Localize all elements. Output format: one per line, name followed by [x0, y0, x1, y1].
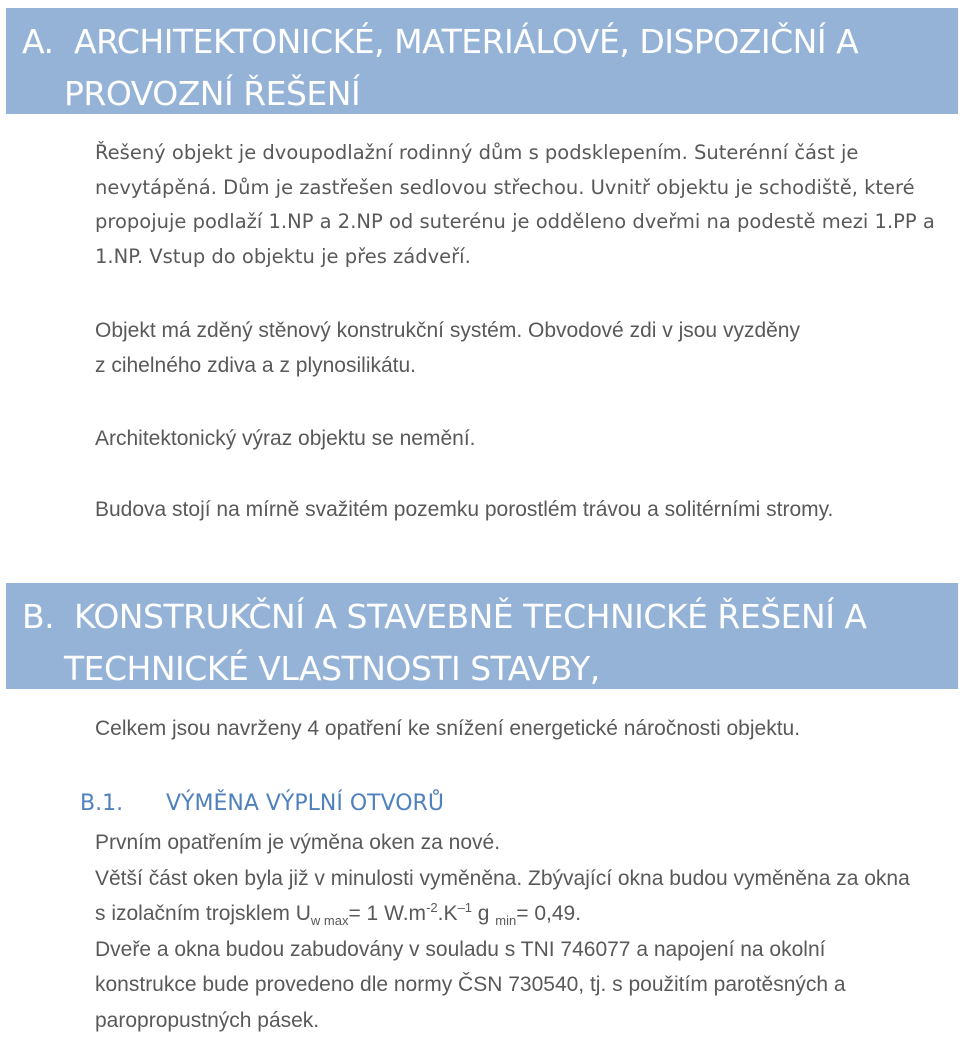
section-a-paragraph-3: [95, 422, 955, 457]
subsection-number: B.1.: [80, 788, 166, 820]
paragraph-line: Dveře a okna budou zabudovány v souladu s TNI 746077 a napojení na okolní: [95, 932, 955, 968]
formula-text: = 1 W.m: [348, 902, 426, 925]
section-b-intro: [95, 712, 955, 747]
section-a-title-line1: ARCHITEKTONICKÉ, MATERIÁLOVÉ, DISPOZIČNÍ A: [74, 16, 858, 68]
paragraph-line: Celkem jsou navrženy 4 opatření ke snížení energetické náročnosti objektu.: [95, 712, 955, 747]
section-b-title-line1: KONSTRUKČNÍ A STAVEBNĚ TECHNICKÉ ŘEŠENÍ A: [74, 591, 867, 643]
paragraph-line: Prvním opatřením je výměna oken za nové.: [95, 825, 955, 861]
section-b-title-line2: TECHNICKÉ VLASTNOSTI STAVBY,: [6, 643, 958, 695]
formula-subscript: min: [495, 913, 516, 928]
section-b-body: [95, 825, 955, 1038]
section-a-paragraph-4: [95, 493, 955, 528]
paragraph-line: Budova stojí na mírně svažitém pozemku porostlém trávou a solitérními stromy.: [95, 493, 955, 528]
formula-text: = 0,49.: [516, 902, 581, 925]
paragraph-line: Objekt má zděný stěnový konstrukční systém. Obvodové zdi v jsou vyzděny: [95, 314, 955, 349]
section-a-paragraph-2: [95, 314, 955, 383]
section-b-heading: [6, 583, 958, 689]
paragraph-line: Větší část oken byla již v minulosti vyměněna. Zbývající okna budou vyměněna za okna: [95, 861, 955, 897]
paragraph-line: nevytápěná. Dům je zastřešen sedlovou střechou. Uvnitř objektu je schodiště, které: [95, 171, 955, 206]
formula-subscript: w max: [311, 913, 349, 928]
formula-superscript: –1: [457, 900, 471, 915]
paragraph-line: propojuje podlaží 1.NP a 2.NP od suterénu je odděleno dveřmi na podestě mezi 1.PP a: [95, 205, 955, 240]
section-b-letter: B.: [6, 591, 74, 643]
paragraph-line: konstrukce bude provedeno dle normy ČSN 730540, tj. s použitím parotěsných a: [95, 967, 955, 1003]
paragraph-line: z cihelného zdiva a z plynosilikátu.: [95, 349, 955, 384]
subsection-heading: [80, 788, 444, 820]
formula-superscript: -2: [426, 900, 438, 915]
section-a-title-line2: PROVOZNÍ ŘEŠENÍ: [6, 68, 958, 120]
section-a-heading: [6, 8, 958, 114]
paragraph-line: 1.NP. Vstup do objektu je přes zádveří.: [95, 240, 955, 275]
section-a-letter: A.: [6, 16, 74, 68]
section-a-paragraph-1: [95, 136, 955, 274]
paragraph-line: Řešený objekt je dvoupodlažní rodinný dům s podsklepením. Suterénní část je: [95, 136, 955, 171]
formula-text: s izolačním trojsklem U: [95, 902, 311, 925]
formula-text: g: [472, 902, 495, 925]
paragraph-line: Architektonický výraz objektu se nemění.: [95, 422, 955, 457]
paragraph-line: paropropustných pásek.: [95, 1003, 955, 1038]
subsection-title: VÝMĚNA VÝPLNÍ OTVORŮ: [166, 791, 444, 816]
formula-text: .K: [438, 902, 458, 925]
paragraph-line-formula: [95, 896, 955, 932]
